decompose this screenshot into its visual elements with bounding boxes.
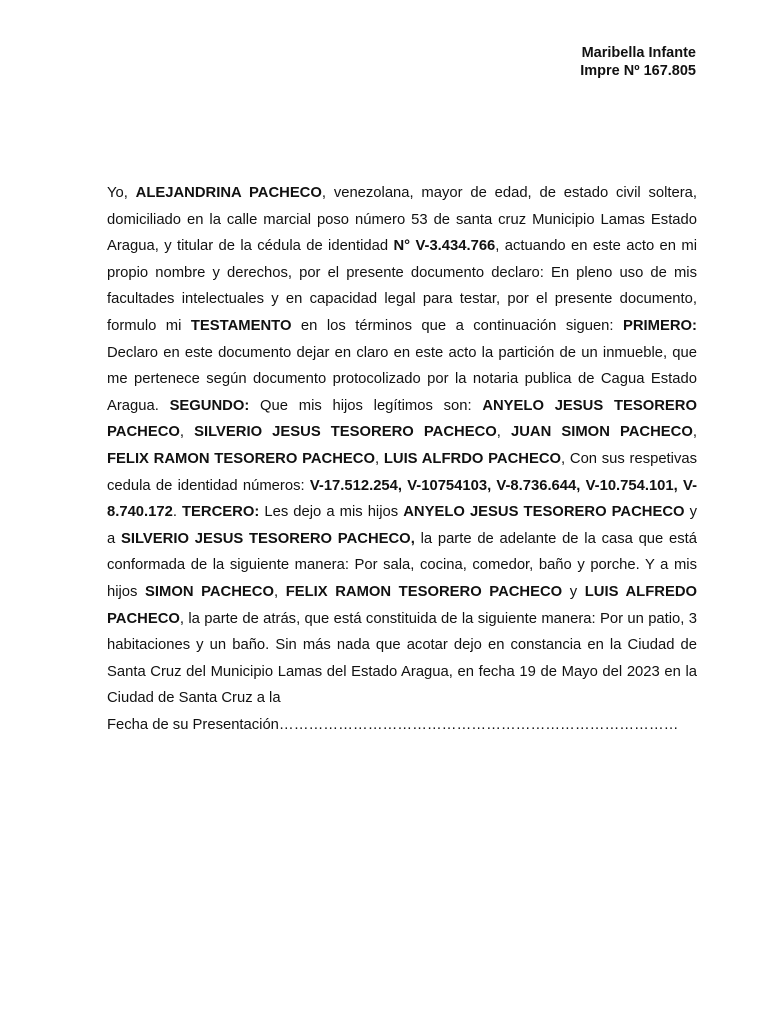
body-text-segment: en los términos que a continuación siguen: <box>291 317 623 334</box>
body-text-segment: . <box>172 504 183 521</box>
heir-name: SILVERIO JESUS TESORERO PACHECO, <box>121 530 415 547</box>
body-text-segment: , la parte de atrás, que está constituida de la siguiente manera: Por un patio, 3 habitaciones y un baño. Sin más nada que acotar dejo en constancia en la Ciudad de Santa Cruz del Municipio Lamas del Estado Aragua, en fecha 19 de Mayo del 2023 en la Ciudad de Santa Cruz a la <box>107 610 697 707</box>
body-text-segment: , <box>692 424 697 441</box>
id-number: N° V-3.434.766 <box>393 238 496 255</box>
presentation-line: Fecha de su Presentación……………………………………………………………………… <box>107 716 679 733</box>
body-text-segment: , <box>179 424 195 441</box>
testator-name: ALEJANDRINA PACHECO <box>135 185 322 201</box>
clause-tercero: TERCERO: <box>182 504 260 521</box>
heir-id-numbers: V-17.512.254, V-10754103, V-8.736.644, V-10.754.101, V-8.740.172 <box>107 477 697 521</box>
body-text-segment: y a <box>107 504 698 547</box>
body-text-segment: y <box>562 583 585 600</box>
heir-name: SIMON PACHECO <box>145 583 274 600</box>
heir-name: FELIX RAMON TESORERO PACHECO <box>107 450 375 467</box>
body-text-segment: , Con sus respetivas cedula de identidad números: <box>107 450 697 494</box>
clause-primero: PRIMERO: <box>623 317 697 334</box>
testament-body <box>107 180 697 738</box>
body-text-segment: Yo, <box>107 185 136 201</box>
body-text-segment: , actuando en este acto en mi propio nombre y derechos, por el presente documento declaro: En pleno uso de mis facultades intelectuales y en capacidad legal para testar, por el presente documento, formulo mi <box>107 238 697 334</box>
document-header <box>580 44 696 80</box>
body-text-segment: Que mis hijos legítimos son: <box>249 397 483 414</box>
body-text-segment: , <box>374 450 384 467</box>
body-text-segment: Declaro en este documento dejar en claro en este acto la partición de un inmueble, que me pertenece según documento protocolizado por la notaria publica de Cagua Estado Aragua. <box>107 344 697 414</box>
heir-name: FELIX RAMON TESORERO PACHECO <box>285 583 563 600</box>
heir-name: ANYELO JESUS TESORERO PACHECO <box>403 504 685 521</box>
body-text-segment: , <box>274 583 286 600</box>
heir-name: JUAN SIMON PACHECO <box>511 424 693 441</box>
author-name: Maribella Infante <box>581 45 696 61</box>
heir-name: ANYELO JESUS TESORERO PACHECO <box>107 397 697 441</box>
body-text-segment: la parte de adelante de la casa que está conformada de la siguiente manera: Por sala, cocina, comedor, baño y porche. Y a mis hijos <box>107 530 697 600</box>
clause-segundo: SEGUNDO: <box>169 397 250 414</box>
heir-name: LUIS ALFRDO PACHECO <box>383 450 562 467</box>
heir-name: LUIS ALFREDO PACHECO <box>107 583 698 627</box>
body-text-segment: , <box>496 424 511 441</box>
heir-name: SILVERIO JESUS TESORERO PACHECO <box>194 424 497 441</box>
impre-number: Impre Nº 167.805 <box>580 63 696 79</box>
body-text-segment: Les dejo a mis hijos <box>259 504 404 521</box>
body-text-segment: , venezolana, mayor de edad, de estado civil soltera, domiciliado en la calle marcial poso número 53 de santa cruz Municipio Lamas Estado Aragua, y titular de la cédula de identidad <box>107 185 697 255</box>
testament-keyword: TESTAMENTO <box>190 317 292 334</box>
